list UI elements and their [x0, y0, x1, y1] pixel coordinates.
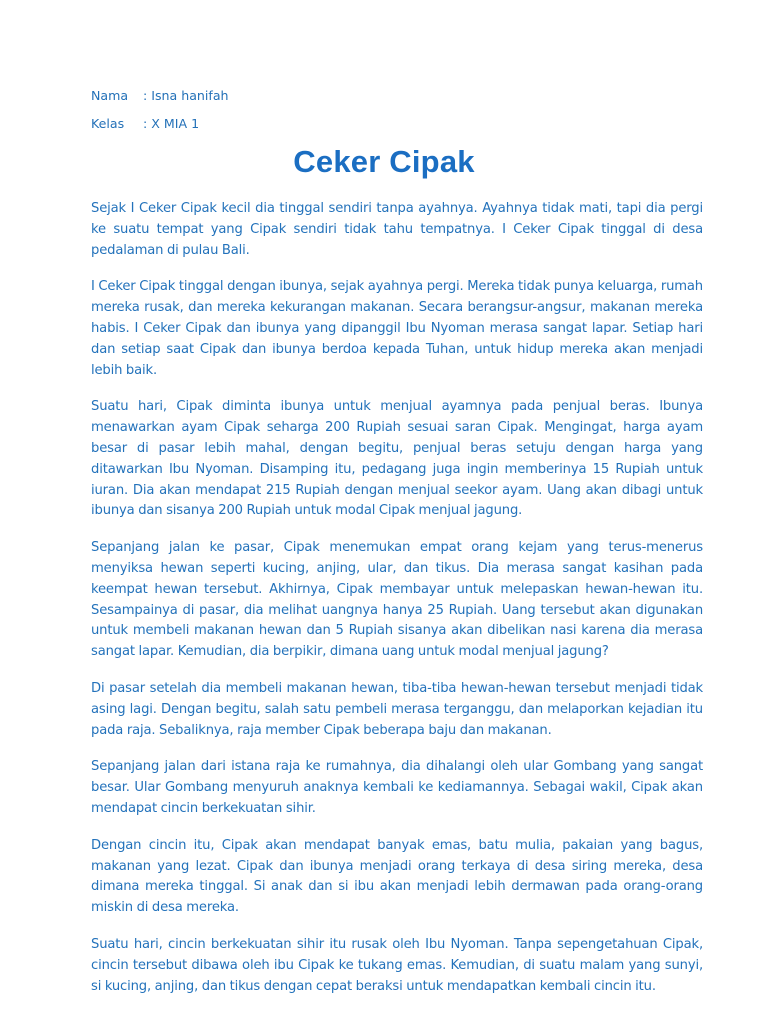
story-paragraph-4: Sepanjang jalan ke pasar, Cipak menemukan empat orang kejam yang terus-menerus menyiksa hewan seperti kucing, anjing, ular, dan tikus. Dia merasa sangat kasihan pada keempat hewan tersebut. Akhirnya, Cipak membayar untuk melepaskan hewan-hewan itu. Sesampainya di pasar, dia melihat uangnya hanya 25 Rupiah. Uang tersebut akan digunakan untuk membeli makanan hewan dan 5 Rupiah sisanya akan dibelikan nasi karena dia merasa sangat lapar. Kemudian, dia berpikir, dimana uang untuk modal menjual jagung?: [91, 540, 703, 660]
story-paragraph-1: Sejak I Ceker Cipak kecil dia tinggal sendiri tanpa ayahnya. Ayahnya tidak mati, tapi dia pergi ke suatu tempat yang Cipak sendiri tidak tahu tempatnya. I Ceker Cipak tinggal di desa pedalaman di pulau Bali.: [91, 201, 703, 258]
student-name-line: [91, 88, 229, 103]
story-body: [91, 199, 703, 1013]
story-paragraph-7: Dengan cincin itu, Cipak akan mendapat banyak emas, batu mulia, pakaian yang bagus, makanan yang lezat. Cipak dan ibunya menjadi orang terkaya di desa siring mereka, desa dimana mereka tinggal. Si anak dan si ibu akan menjadi lebih dermawan pada orang-orang miskin di desa mereka.: [91, 837, 703, 916]
story-paragraph-8: Suatu hari, cincin berkekuatan sihir itu rusak oleh Ibu Nyoman. Tanpa sepengetahuan Cipak, cincin tersebut dibawa oleh ibu Cipak ke tukang emas. Kemudian, di suatu malam yang sunyi, si kucing, anjing, dan tikus dengan cepat beraksi untuk mendapatkan kembali cincin itu.: [91, 936, 703, 994]
class-value: : X MIA 1: [143, 116, 200, 131]
name-label: Nama: [91, 88, 129, 103]
story-paragraph-6: Sepanjang jalan dari istana raja ke rumahnya, dia dihalangi oleh ular Gombang yang sangat besar. Ular Gombang menyuruh anaknya kembali ke kediamannya. Sebagai wakil, Cipak akan mendapat cincin berkekuatan sihir.: [91, 759, 703, 816]
student-class-line: [91, 116, 199, 131]
name-value: : Isna hanifah: [143, 88, 229, 103]
story-title: Ceker Cipak: [293, 144, 475, 179]
class-label: Kelas: [91, 116, 125, 131]
story-paragraph-3: Suatu hari, Cipak diminta ibunya untuk menjual ayamnya pada penjual beras. Ibunya menawarkan ayam Cipak seharga 200 Rupiah sesuai saran Cipak. Mengingat, harga ayam besar di pasar lebih mahal, dengan begitu, penjual beras setuju dengan harga yang ditawarkan Ibu Nyoman. Disamping itu, pedagang juga ingin memberinya 15 Rupiah untuk iuran. Dia akan mendapat 215 Rupiah dengan menjual seekor ayam. Uang akan dibagi untuk ibunya dan sisanya 200 Rupiah untuk modal Cipak menjual jagung.: [91, 399, 703, 519]
story-paragraph-5: Di pasar setelah dia membeli makanan hewan, tiba-tiba hewan-hewan tersebut menjadi tidak asing lagi. Dengan begitu, salah satu pembeli merasa terganggu, dan melaporkan kejadian itu pada raja. Sebaliknya, raja member Cipak beberapa baju dan makanan.: [91, 680, 703, 738]
story-paragraph-2: I Ceker Cipak tinggal dengan ibunya, sejak ayahnya pergi. Mereka tidak punya keluarga, rumah mereka rusak, dan mereka kekurangan makanan. Secara berangsur-angsur, makanan mereka habis. I Ceker Cipak dan ibunya yang dipanggil Ibu Nyoman merasa sangat lapar. Setiap hari dan setiap saat Cipak dan ibunya berdoa kepada Tuhan, untuk hidup mereka akan menjadi lebih baik.: [91, 279, 703, 378]
